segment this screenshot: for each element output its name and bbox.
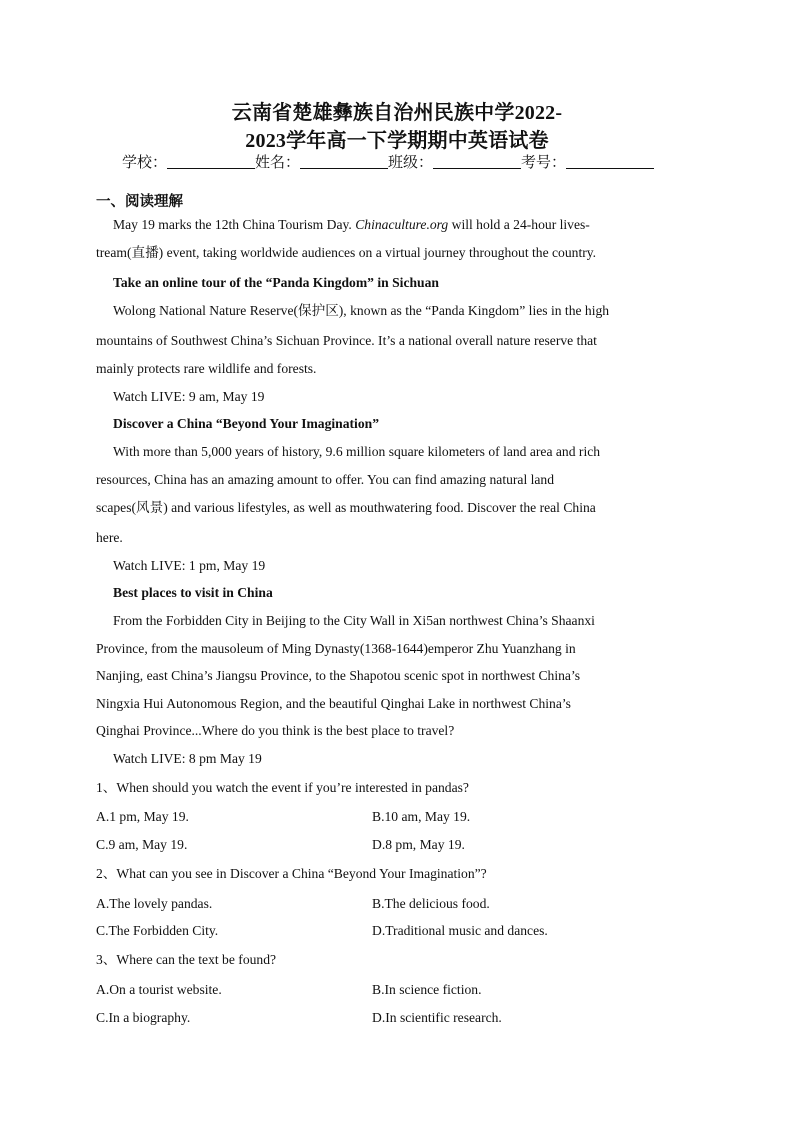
name-blank xyxy=(300,154,388,169)
name-label: 姓名： xyxy=(255,155,301,171)
passage-line: mainly protects rare wildlife and forests. xyxy=(96,361,317,376)
subheading-panda: Take an online tour of the “Panda Kingdom” in Sichuan xyxy=(113,275,439,290)
subheading-best-places: Best places to visit in China xyxy=(113,585,273,600)
option-a[interactable]: A.The lovely pandas. xyxy=(96,896,213,911)
exam-title-line2: 2023学年高一下学期期中英语试卷 xyxy=(245,130,549,152)
option-b[interactable]: B.In science fiction. xyxy=(372,982,482,997)
school-label: 学校： xyxy=(122,155,168,171)
option-a[interactable]: A.1 pm, May 19. xyxy=(96,809,189,824)
section-heading: 一、阅读理解 xyxy=(96,194,183,210)
website-name: Chinaculture.org xyxy=(355,217,449,232)
passage-line: From the Forbidden City in Beijing to the City Wall in Xi5an northwest China’s Shaanxi xyxy=(113,613,595,628)
passage-text: will hold a 24-hour lives- xyxy=(448,217,590,232)
passage-line: With more than 5,000 years of history, 9.6 million square kilometers of land area and rich xyxy=(113,444,601,459)
exam-title-line1: 云南省楚雄彝族自治州民族中学2022- xyxy=(231,102,563,124)
class-label: 班级： xyxy=(388,155,434,171)
passage-line: Province, from the mausoleum of Ming Dynasty(1368-1644)emperor Zhu Yuanzhang in xyxy=(96,641,576,656)
passage-text: May 19 marks the 12th China Tourism Day. xyxy=(113,217,352,232)
option-d[interactable]: D.8 pm, May 19. xyxy=(372,837,465,852)
passage-line: scapes(风景) and various lifestyles, as well as mouthwatering food. Discover the real China xyxy=(96,500,596,515)
passage-line: Wolong National Nature Reserve(保护区), known as the “Panda Kingdom” lies in the high xyxy=(113,303,610,318)
passage-line: tream(直播) event, taking worldwide audiences on a virtual journey throughout the country. xyxy=(96,245,597,260)
option-c[interactable]: C.The Forbidden City. xyxy=(96,923,219,938)
class-blank xyxy=(433,154,521,169)
watch-live-line: Watch LIVE: 9 am, May 19 xyxy=(113,389,265,404)
subheading-discover: Discover a China “Beyond Your Imagination” xyxy=(113,416,379,431)
passage-line: here. xyxy=(96,530,123,545)
option-d[interactable]: D.Traditional music and dances. xyxy=(372,923,548,938)
option-c[interactable]: C.9 am, May 19. xyxy=(96,837,188,852)
question-stem: 1、When should you watch the event if you’re interested in pandas? xyxy=(96,780,469,795)
passage-line: mountains of Southwest China’s Sichuan Province. It’s a national overall nature reserve that xyxy=(96,333,597,348)
option-a[interactable]: A.On a tourist website. xyxy=(96,982,222,997)
passage-line: Qinghai Province...Where do you think is the best place to travel? xyxy=(96,723,455,738)
exam-number-blank xyxy=(566,154,654,169)
passage-line: Nanjing, east China’s Jiangsu Province, to the Shapotou scenic spot in northwest China’s xyxy=(96,668,581,683)
passage-line xyxy=(113,216,590,234)
option-b[interactable]: B.10 am, May 19. xyxy=(372,809,471,824)
passage-line: resources, China has an amazing amount to offer. You can find amazing natural land xyxy=(96,472,555,487)
option-d[interactable]: D.In scientific research. xyxy=(372,1010,502,1025)
passage-line: Ningxia Hui Autonomous Region, and the beautiful Qinghai Lake in northwest China’s xyxy=(96,696,571,711)
question-stem: 3、Where can the text be found? xyxy=(96,952,277,967)
watch-live-line: Watch LIVE: 1 pm, May 19 xyxy=(113,558,266,573)
option-c[interactable]: C.In a biography. xyxy=(96,1010,191,1025)
student-info-row xyxy=(122,151,654,172)
option-b[interactable]: B.The delicious food. xyxy=(372,896,490,911)
school-blank xyxy=(167,154,255,169)
question-stem: 2、What can you see in Discover a China “Beyond Your Imagination”? xyxy=(96,866,487,881)
exam-number-label: 考号： xyxy=(521,155,567,171)
watch-live-line: Watch LIVE: 8 pm May 19 xyxy=(113,751,262,766)
